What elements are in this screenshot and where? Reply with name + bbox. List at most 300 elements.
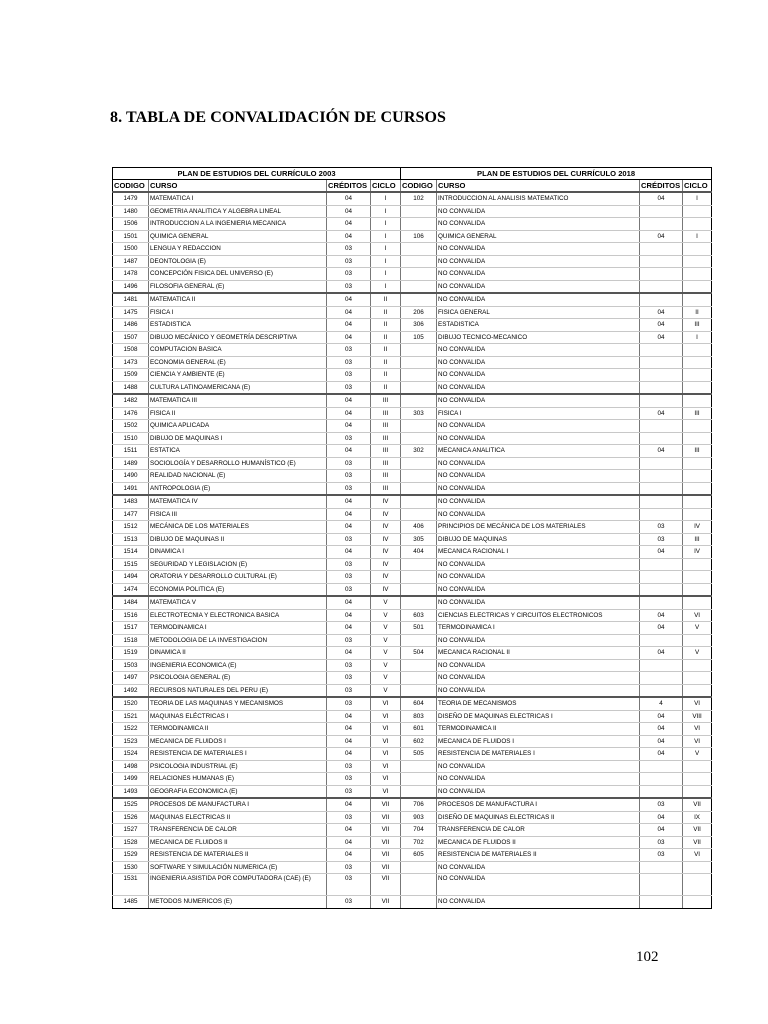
credits-2003: 04 — [327, 407, 371, 420]
course-name-2003: MAQUINAS ELECTRICAS II — [149, 811, 327, 824]
course-code-2003: 1486 — [113, 319, 149, 332]
cycle-2018 — [683, 482, 712, 495]
course-code-2003: 1499 — [113, 773, 149, 786]
course-code-2003: 1523 — [113, 735, 149, 748]
course-name-2018: INTRODUCCION AL ANALISIS MATEMATICO — [437, 192, 640, 205]
course-name-2003: ECONOMIA POLITICA (E) — [149, 583, 327, 596]
credits-2018 — [640, 874, 683, 896]
credits-2018 — [640, 596, 683, 609]
course-name-2018: PRINCIPIOS DE MECÁNICA DE LOS MATERIALES — [437, 521, 640, 534]
course-name-2003: MATEMATICA I — [149, 192, 327, 205]
course-code-2003: 1474 — [113, 583, 149, 596]
course-code-2018 — [401, 672, 437, 685]
course-code-2018 — [401, 293, 437, 306]
cycle-2018: I — [683, 230, 712, 243]
cycle-2003: VI — [371, 748, 401, 761]
course-code-2003: 1513 — [113, 533, 149, 546]
cycle-2003: II — [371, 369, 401, 382]
table-row — [113, 381, 712, 394]
table-row — [113, 356, 712, 369]
credits-2018 — [640, 571, 683, 584]
cycle-2003: VII — [371, 798, 401, 811]
course-name-2018: NO CONVALIDA — [437, 457, 640, 470]
credits-2003: 04 — [327, 546, 371, 559]
course-name-2003: FILOSOFIA GENERAL (E) — [149, 280, 327, 293]
credits-2003: 04 — [327, 710, 371, 723]
course-code-2003: 1488 — [113, 381, 149, 394]
course-name-2003: ESTATICA — [149, 445, 327, 458]
course-code-2018: 605 — [401, 849, 437, 862]
credits-2003: 04 — [327, 735, 371, 748]
credits-2003: 03 — [327, 243, 371, 256]
cycle-2018 — [683, 896, 712, 909]
course-code-2003: 1527 — [113, 824, 149, 837]
credits-2003: 04 — [327, 521, 371, 534]
course-code-2018: 706 — [401, 798, 437, 811]
cycle-2003: I — [371, 218, 401, 231]
credits-2018 — [640, 785, 683, 798]
cycle-2018 — [683, 495, 712, 508]
table-row — [113, 230, 712, 243]
course-code-2018: 305 — [401, 533, 437, 546]
course-code-2003: 1501 — [113, 230, 149, 243]
credits-2018 — [640, 394, 683, 407]
credits-2003: 03 — [327, 381, 371, 394]
course-code-2003: 1511 — [113, 445, 149, 458]
course-name-2018: NO CONVALIDA — [437, 255, 640, 268]
course-code-2003: 1492 — [113, 684, 149, 697]
course-code-2003: 1506 — [113, 218, 149, 231]
table-row — [113, 508, 712, 521]
table-row — [113, 268, 712, 281]
course-code-2018: 603 — [401, 609, 437, 622]
cycle-2018: III — [683, 533, 712, 546]
cycle-2003: III — [371, 420, 401, 433]
credits-2018 — [640, 495, 683, 508]
table-row — [113, 798, 712, 811]
credits-2003: 03 — [327, 356, 371, 369]
cycle-2003: VII — [371, 861, 401, 874]
course-name-2003: QUIMICA GENERAL — [149, 230, 327, 243]
course-name-2018: TRANSFERENCIA DE CALOR — [437, 824, 640, 837]
table-row — [113, 634, 712, 647]
cycle-2018: IV — [683, 546, 712, 559]
course-name-2018: NO CONVALIDA — [437, 558, 640, 571]
course-code-2003: 1509 — [113, 369, 149, 382]
course-name-2003: RECURSOS NATURALES DEL PERU (E) — [149, 684, 327, 697]
course-name-2018: NO CONVALIDA — [437, 659, 640, 672]
course-name-2003: PSICOLOGIA GENERAL (E) — [149, 672, 327, 685]
course-code-2018: 504 — [401, 647, 437, 660]
cycle-2018: II — [683, 306, 712, 319]
course-name-2003: TERMODINAMICA II — [149, 723, 327, 736]
table-row — [113, 521, 712, 534]
credits-2003: 04 — [327, 508, 371, 521]
course-code-2018 — [401, 558, 437, 571]
course-name-2018: TERMODINAMICA I — [437, 622, 640, 635]
table-row — [113, 836, 712, 849]
course-code-2003: 1496 — [113, 280, 149, 293]
course-name-2018: NO CONVALIDA — [437, 420, 640, 433]
table-row — [113, 622, 712, 635]
course-name-2018: NO CONVALIDA — [437, 785, 640, 798]
cycle-2018 — [683, 672, 712, 685]
cycle-2003: VI — [371, 735, 401, 748]
course-name-2003: MECÁNICA DE LOS MATERIALES — [149, 521, 327, 534]
course-name-2018: NO CONVALIDA — [437, 672, 640, 685]
credits-2018 — [640, 356, 683, 369]
table-row — [113, 896, 712, 909]
table-row — [113, 849, 712, 862]
cycle-2003: VII — [371, 836, 401, 849]
course-name-2003: CIENCIA Y AMBIENTE (E) — [149, 369, 327, 382]
course-name-2018: NO CONVALIDA — [437, 861, 640, 874]
cycle-2003: I — [371, 230, 401, 243]
course-code-2018 — [401, 785, 437, 798]
cycle-2018: VI — [683, 609, 712, 622]
cycle-2018: VII — [683, 798, 712, 811]
column-header: CICLO — [371, 180, 401, 193]
course-name-2003: METODOLOGIA DE LA INVESTIGACION — [149, 634, 327, 647]
credits-2018 — [640, 255, 683, 268]
credits-2003: 03 — [327, 369, 371, 382]
cycle-2003: II — [371, 356, 401, 369]
cycle-2003: VII — [371, 874, 401, 896]
credits-2003: 04 — [327, 205, 371, 218]
table-row — [113, 583, 712, 596]
course-code-2003: 1516 — [113, 609, 149, 622]
cycle-2018: I — [683, 192, 712, 205]
course-name-2018: NO CONVALIDA — [437, 344, 640, 357]
credits-2003: 03 — [327, 558, 371, 571]
course-code-2003: 1512 — [113, 521, 149, 534]
credits-2003: 04 — [327, 824, 371, 837]
cycle-2003: I — [371, 192, 401, 205]
table-row — [113, 785, 712, 798]
cycle-2018: VIII — [683, 710, 712, 723]
credits-2018 — [640, 508, 683, 521]
credits-2003: 04 — [327, 495, 371, 508]
course-code-2018 — [401, 432, 437, 445]
course-name-2018: NO CONVALIDA — [437, 394, 640, 407]
table-row — [113, 672, 712, 685]
credits-2018: 04 — [640, 609, 683, 622]
table-row — [113, 735, 712, 748]
course-code-2003: 1498 — [113, 760, 149, 773]
course-code-2003: 1507 — [113, 331, 149, 344]
course-code-2003: 1526 — [113, 811, 149, 824]
cycle-2018 — [683, 356, 712, 369]
course-name-2003: FISICA III — [149, 508, 327, 521]
table-row — [113, 280, 712, 293]
cycle-2003: IV — [371, 571, 401, 584]
credits-2003: 03 — [327, 697, 371, 710]
course-code-2018 — [401, 596, 437, 609]
cycle-2018: III — [683, 319, 712, 332]
course-code-2003: 1529 — [113, 849, 149, 862]
table-row — [113, 723, 712, 736]
credits-2003: 03 — [327, 344, 371, 357]
course-code-2018 — [401, 268, 437, 281]
course-code-2018 — [401, 344, 437, 357]
cycle-2018: V — [683, 647, 712, 660]
cycle-2018 — [683, 293, 712, 306]
cycle-2003: V — [371, 659, 401, 672]
cycle-2003: VII — [371, 896, 401, 909]
credits-2018: 03 — [640, 533, 683, 546]
credits-2018 — [640, 773, 683, 786]
column-header: CICLO — [683, 180, 712, 193]
course-name-2003: MATEMATICA II — [149, 293, 327, 306]
cycle-2003: VI — [371, 723, 401, 736]
convalidation-table — [112, 167, 712, 909]
cycle-2003: I — [371, 280, 401, 293]
course-code-2018 — [401, 508, 437, 521]
credits-2003: 03 — [327, 482, 371, 495]
course-name-2018: MECANICA RACIONAL II — [437, 647, 640, 660]
course-name-2003: METODOS NUMERICOS (E) — [149, 896, 327, 909]
cycle-2003: V — [371, 596, 401, 609]
column-header: CURSO — [437, 180, 640, 193]
table-row — [113, 571, 712, 584]
course-name-2003: DIBUJO DE MAQUINAS II — [149, 533, 327, 546]
credits-2018 — [640, 558, 683, 571]
course-name-2018: QUIMICA GENERAL — [437, 230, 640, 243]
cycle-2018: V — [683, 748, 712, 761]
course-code-2018: 302 — [401, 445, 437, 458]
course-name-2018: CIENCIAS ELECTRICAS Y CIRCUITOS ELECTRONICOS — [437, 609, 640, 622]
course-code-2003: 1475 — [113, 306, 149, 319]
course-code-2018 — [401, 369, 437, 382]
credits-2018 — [640, 634, 683, 647]
course-name-2003: SEGURIDAD Y LEGISLACION (E) — [149, 558, 327, 571]
credits-2003: 04 — [327, 394, 371, 407]
cycle-2018 — [683, 420, 712, 433]
course-code-2003: 1484 — [113, 596, 149, 609]
course-code-2003: 1500 — [113, 243, 149, 256]
table-row — [113, 874, 712, 896]
credits-2018: 04 — [640, 811, 683, 824]
credits-2003: 03 — [327, 280, 371, 293]
credits-2003: 04 — [327, 230, 371, 243]
credits-2018: 04 — [640, 407, 683, 420]
course-name-2003: REALIDAD NACIONAL (E) — [149, 470, 327, 483]
course-name-2003: TERMODINAMICA I — [149, 622, 327, 635]
table-row — [113, 420, 712, 433]
credits-2003: 03 — [327, 773, 371, 786]
course-name-2003: GEOGRAFIA ECONOMICA (E) — [149, 785, 327, 798]
cycle-2003: II — [371, 381, 401, 394]
course-name-2003: PSICOLOGIA INDUSTRIAL (E) — [149, 760, 327, 773]
course-name-2003: MAQUINAS ELÉCTRICAS I — [149, 710, 327, 723]
course-code-2018 — [401, 896, 437, 909]
credits-2018: 03 — [640, 798, 683, 811]
course-code-2018 — [401, 874, 437, 896]
cycle-2003: VI — [371, 785, 401, 798]
cycle-2018: V — [683, 622, 712, 635]
course-name-2018: NO CONVALIDA — [437, 482, 640, 495]
cycle-2003: V — [371, 647, 401, 660]
table-row — [113, 243, 712, 256]
credits-2018: 04 — [640, 331, 683, 344]
table-row — [113, 432, 712, 445]
course-name-2018: NO CONVALIDA — [437, 634, 640, 647]
credits-2018: 04 — [640, 622, 683, 635]
course-code-2018 — [401, 205, 437, 218]
course-code-2003: 1510 — [113, 432, 149, 445]
cycle-2003: IV — [371, 521, 401, 534]
page-number: 102 — [636, 949, 659, 965]
credits-2003: 04 — [327, 596, 371, 609]
course-code-2003: 1525 — [113, 798, 149, 811]
cycle-2003: II — [371, 319, 401, 332]
course-name-2018: NO CONVALIDA — [437, 205, 640, 218]
cycle-2018: IX — [683, 811, 712, 824]
credits-2003: 03 — [327, 571, 371, 584]
credits-2018 — [640, 457, 683, 470]
cycle-2003: IV — [371, 583, 401, 596]
cycle-2003: III — [371, 470, 401, 483]
course-code-2003: 1483 — [113, 495, 149, 508]
cycle-2018 — [683, 268, 712, 281]
table-row — [113, 495, 712, 508]
course-name-2003: INGENIERIA ASISTIDA POR COMPUTADORA (CAE) (E) — [149, 874, 327, 896]
course-code-2003: 1497 — [113, 672, 149, 685]
credits-2018: 04 — [640, 723, 683, 736]
course-code-2003: 1489 — [113, 457, 149, 470]
table-row — [113, 760, 712, 773]
credits-2018: 04 — [640, 230, 683, 243]
course-name-2018: NO CONVALIDA — [437, 432, 640, 445]
course-code-2018 — [401, 381, 437, 394]
course-name-2018: DISEÑO DE MAQUINAS ELECTRICAS I — [437, 710, 640, 723]
course-name-2018: MECANICA DE FLUIDOS II — [437, 836, 640, 849]
course-name-2018: NO CONVALIDA — [437, 243, 640, 256]
cycle-2003: II — [371, 331, 401, 344]
course-code-2018: 406 — [401, 521, 437, 534]
column-header: CURSO — [149, 180, 327, 193]
course-code-2018: 106 — [401, 230, 437, 243]
cycle-2018 — [683, 470, 712, 483]
course-name-2018: RESISTENCIA DE MATERIALES I — [437, 748, 640, 761]
course-code-2018: 903 — [401, 811, 437, 824]
course-code-2018 — [401, 760, 437, 773]
cycle-2018 — [683, 369, 712, 382]
course-code-2003: 1479 — [113, 192, 149, 205]
credits-2018 — [640, 420, 683, 433]
cycle-2003: VII — [371, 811, 401, 824]
plan-2003-header: PLAN DE ESTUDIOS DEL CURRÍCULO 2003 — [113, 168, 401, 180]
course-code-2003: 1480 — [113, 205, 149, 218]
cycle-2018 — [683, 659, 712, 672]
course-code-2003: 1476 — [113, 407, 149, 420]
course-code-2018: 501 — [401, 622, 437, 635]
course-code-2003: 1522 — [113, 723, 149, 736]
credits-2003: 04 — [327, 723, 371, 736]
course-name-2018: RESISTENCIA DE MATERIALES II — [437, 849, 640, 862]
cycle-2018 — [683, 773, 712, 786]
credits-2003: 04 — [327, 748, 371, 761]
credits-2003: 04 — [327, 293, 371, 306]
course-code-2018 — [401, 243, 437, 256]
course-name-2018: NO CONVALIDA — [437, 293, 640, 306]
credits-2003: 04 — [327, 798, 371, 811]
course-name-2018: ESTADISTICA — [437, 319, 640, 332]
cycle-2003: IV — [371, 533, 401, 546]
course-name-2003: ESTADISTICA — [149, 319, 327, 332]
course-code-2003: 1515 — [113, 558, 149, 571]
course-name-2018: DISEÑO DE MAQUINAS ELECTRICAS II — [437, 811, 640, 824]
cycle-2003: IV — [371, 508, 401, 521]
course-name-2003: MECANICA DE FLUIDOS II — [149, 836, 327, 849]
credits-2018: 04 — [640, 710, 683, 723]
cycle-2018 — [683, 596, 712, 609]
table-row — [113, 748, 712, 761]
cycle-2018 — [683, 785, 712, 798]
credits-2018 — [640, 432, 683, 445]
table-row — [113, 811, 712, 824]
credits-2018 — [640, 896, 683, 909]
course-code-2003: 1493 — [113, 785, 149, 798]
table-row — [113, 558, 712, 571]
course-name-2003: FISICA II — [149, 407, 327, 420]
course-code-2003: 1485 — [113, 896, 149, 909]
course-code-2018: 306 — [401, 319, 437, 332]
table-body — [113, 192, 712, 908]
cycle-2018 — [683, 243, 712, 256]
credits-2018 — [640, 760, 683, 773]
table-row — [113, 218, 712, 231]
credits-2018: 04 — [640, 824, 683, 837]
course-name-2018: NO CONVALIDA — [437, 760, 640, 773]
course-code-2003: 1518 — [113, 634, 149, 647]
cycle-2018: VI — [683, 849, 712, 862]
course-name-2003: DINAMICA I — [149, 546, 327, 559]
course-name-2003: RESISTENCIA DE MATERIALES II — [149, 849, 327, 862]
credits-2018: 04 — [640, 546, 683, 559]
credits-2018: 04 — [640, 319, 683, 332]
course-code-2018 — [401, 773, 437, 786]
course-code-2003: 1530 — [113, 861, 149, 874]
cycle-2018: VII — [683, 824, 712, 837]
credits-2003: 03 — [327, 533, 371, 546]
course-name-2003: COMPUTACION BASICA — [149, 344, 327, 357]
credits-2018 — [640, 470, 683, 483]
course-code-2003: 1521 — [113, 710, 149, 723]
course-name-2018: PROCESOS DE MANUFACTURA I — [437, 798, 640, 811]
cycle-2003: III — [371, 445, 401, 458]
course-name-2018: NO CONVALIDA — [437, 596, 640, 609]
course-name-2018: TEORIA DE MECANISMOS — [437, 697, 640, 710]
credits-2003: 03 — [327, 470, 371, 483]
course-name-2018: NO CONVALIDA — [437, 583, 640, 596]
column-header: CRÉDITOS — [640, 180, 683, 193]
course-name-2003: INTRODUCCION A LA INGENIERIA MECANICA — [149, 218, 327, 231]
credits-2003: 03 — [327, 684, 371, 697]
cycle-2018 — [683, 394, 712, 407]
course-name-2018: NO CONVALIDA — [437, 369, 640, 382]
cycle-2003: II — [371, 344, 401, 357]
course-name-2018: NO CONVALIDA — [437, 896, 640, 909]
cycle-2018 — [683, 381, 712, 394]
credits-2018 — [640, 659, 683, 672]
cycle-2018 — [683, 558, 712, 571]
cycle-2003: V — [371, 672, 401, 685]
course-code-2018 — [401, 482, 437, 495]
course-code-2018 — [401, 457, 437, 470]
cycle-2018 — [683, 344, 712, 357]
table-row — [113, 684, 712, 697]
